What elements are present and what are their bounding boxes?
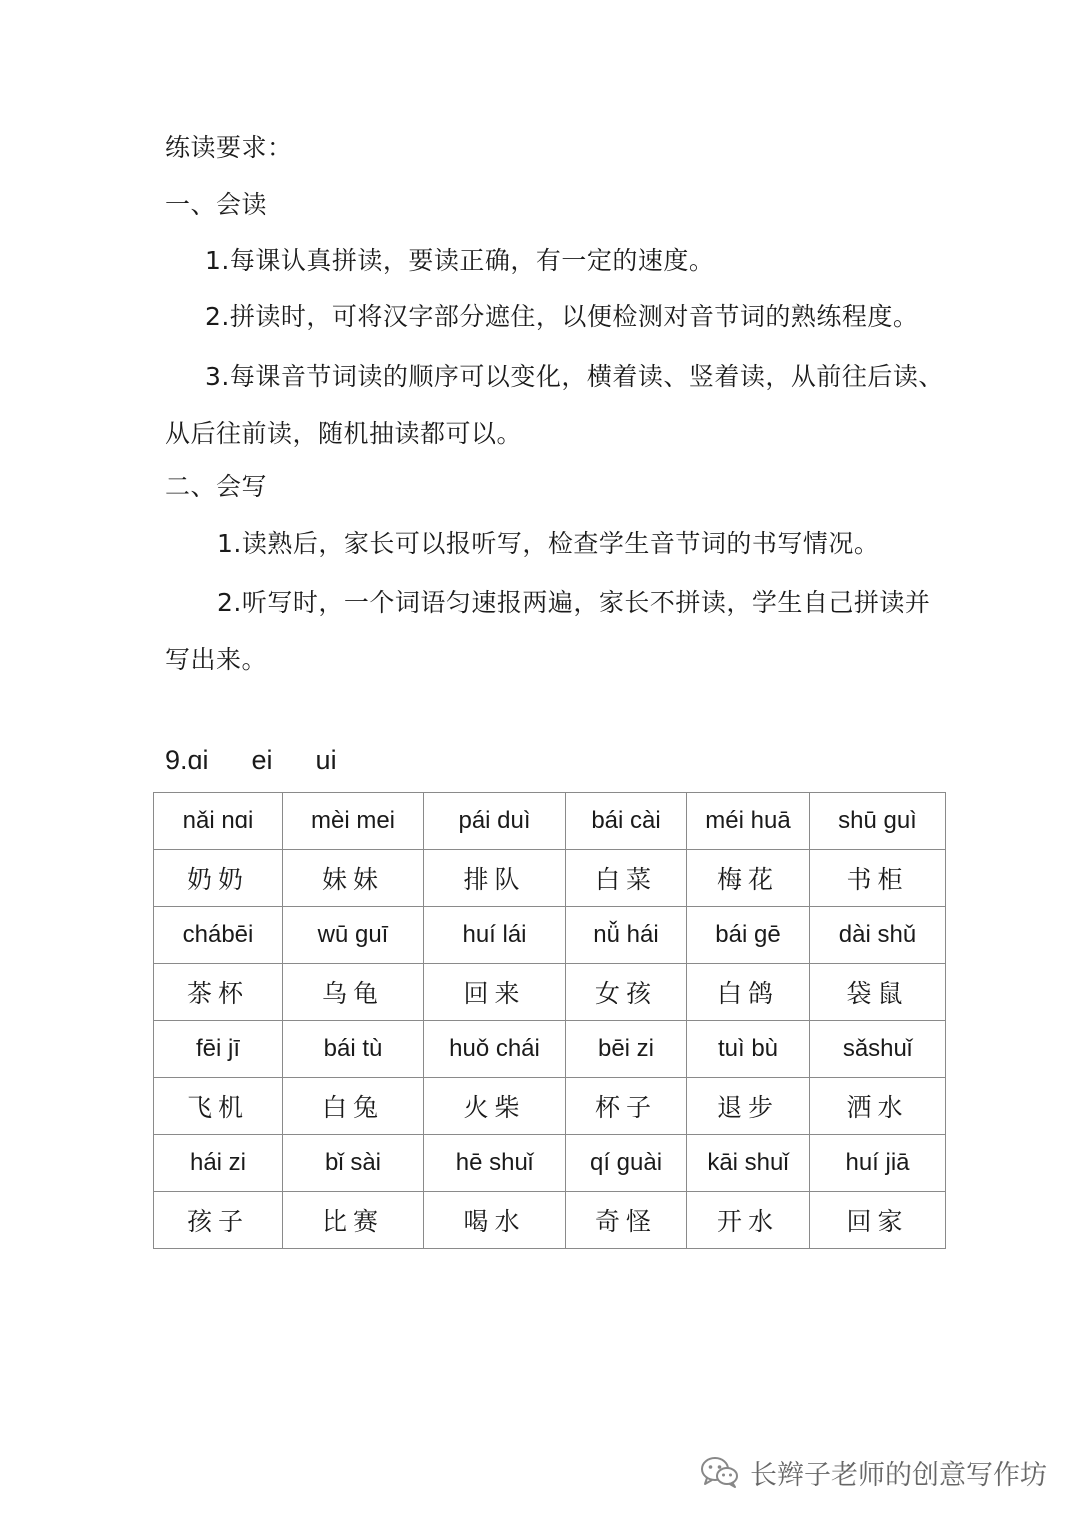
reading-item-1: 1.每课认真拼读，要读正确，有一定的速度。 — [205, 246, 715, 275]
watermark — [700, 1450, 1047, 1494]
writing-item-2-line-2: 写出来。 — [165, 645, 268, 674]
writing-item-1: 1.读熟后，家长可以报听写，检查学生音节词的书写情况。 — [217, 529, 880, 558]
pinyin-cell: shū guì — [810, 793, 946, 850]
hanzi-cell: 白鸽 — [687, 964, 810, 1021]
pinyin-cell: huǒ chái — [424, 1021, 566, 1078]
pinyin-cell: pái duì — [424, 793, 566, 850]
hanzi-cell: 奇怪 — [566, 1192, 687, 1249]
hanzi-cell: 回来 — [424, 964, 566, 1021]
writing-item-2-line-1: 2.听写时，一个词语匀速报两遍，家长不拼读，学生自己拼读并 — [217, 588, 931, 617]
hanzi-cell: 杯子 — [566, 1078, 687, 1135]
hanzi-cell: 孩子 — [154, 1192, 283, 1249]
pinyin-cell: huí jiā — [810, 1135, 946, 1192]
pinyin-cell: bái gē — [687, 907, 810, 964]
hanzi-cell: 洒水 — [810, 1078, 946, 1135]
pinyin-cell: tuì bù — [687, 1021, 810, 1078]
wechat-icon — [700, 1455, 740, 1489]
hanzi-cell: 白兔 — [283, 1078, 424, 1135]
hanzi-cell: 白菜 — [566, 850, 687, 907]
pinyin-cell: qí guài — [566, 1135, 687, 1192]
pinyin-cell: kāi shuǐ — [687, 1135, 810, 1192]
pinyin-cell: chábēi — [154, 907, 283, 964]
hanzi-cell: 回家 — [810, 1192, 946, 1249]
lesson-title: 9.ɑi ei ui — [165, 745, 337, 775]
reading-item-3-line-2: 从后往前读，随机抽读都可以。 — [165, 419, 523, 448]
pinyin-cell: mèi mei — [283, 793, 424, 850]
pinyin-row — [154, 907, 946, 964]
hanzi-cell: 飞机 — [154, 1078, 283, 1135]
pinyin-cell: bǐ sài — [283, 1135, 424, 1192]
writing-heading: 二、会写 — [165, 472, 268, 501]
pinyin-cell: fēi jī — [154, 1021, 283, 1078]
pinyin-cell: nǎi nɑi — [154, 793, 283, 850]
pinyin-row — [154, 793, 946, 850]
hanzi-cell: 喝水 — [424, 1192, 566, 1249]
hanzi-cell: 火柴 — [424, 1078, 566, 1135]
pinyin-row — [154, 1135, 946, 1192]
pinyin-cell: huí lái — [424, 907, 566, 964]
hanzi-cell: 乌龟 — [283, 964, 424, 1021]
pinyin-cell: wū guī — [283, 907, 424, 964]
pinyin-row — [154, 1021, 946, 1078]
pinyin-cell: hē shuǐ — [424, 1135, 566, 1192]
hanzi-cell: 梅花 — [687, 850, 810, 907]
hanzi-row — [154, 1078, 946, 1135]
pinyin-cell: bēi zi — [566, 1021, 687, 1078]
hanzi-cell: 妹妹 — [283, 850, 424, 907]
hanzi-row — [154, 850, 946, 907]
hanzi-cell: 书柜 — [810, 850, 946, 907]
reading-heading: 一、会读 — [165, 190, 268, 219]
reading-item-3-line-1: 3.每课音节词读的顺序可以变化，横着读、竖着读，从前往后读、 — [205, 362, 944, 391]
watermark-text: 长辫子老师的创意写作坊 — [750, 1459, 1047, 1491]
pinyin-cell: dài shǔ — [810, 907, 946, 964]
hanzi-cell: 排队 — [424, 850, 566, 907]
pinyin-cell: bái cài — [566, 793, 687, 850]
hanzi-cell: 茶杯 — [154, 964, 283, 1021]
hanzi-cell: 女孩 — [566, 964, 687, 1021]
hanzi-row — [154, 964, 946, 1021]
pinyin-cell: méi huā — [687, 793, 810, 850]
hanzi-cell: 袋鼠 — [810, 964, 946, 1021]
hanzi-cell: 开水 — [687, 1192, 810, 1249]
hanzi-cell: 比赛 — [283, 1192, 424, 1249]
pinyin-cell: hái zi — [154, 1135, 283, 1192]
pinyin-cell: nǚ hái — [566, 907, 687, 964]
hanzi-cell: 奶奶 — [154, 850, 283, 907]
pinyin-cell: sǎshuǐ — [810, 1021, 946, 1078]
hanzi-row — [154, 1192, 946, 1249]
vocabulary-table — [153, 792, 946, 1249]
hanzi-cell: 退步 — [687, 1078, 810, 1135]
pinyin-cell: bái tù — [283, 1021, 424, 1078]
reading-item-2: 2.拼读时，可将汉字部分遮住，以便检测对音节词的熟练程度。 — [205, 302, 919, 331]
requirements-title: 练读要求： — [165, 133, 293, 162]
